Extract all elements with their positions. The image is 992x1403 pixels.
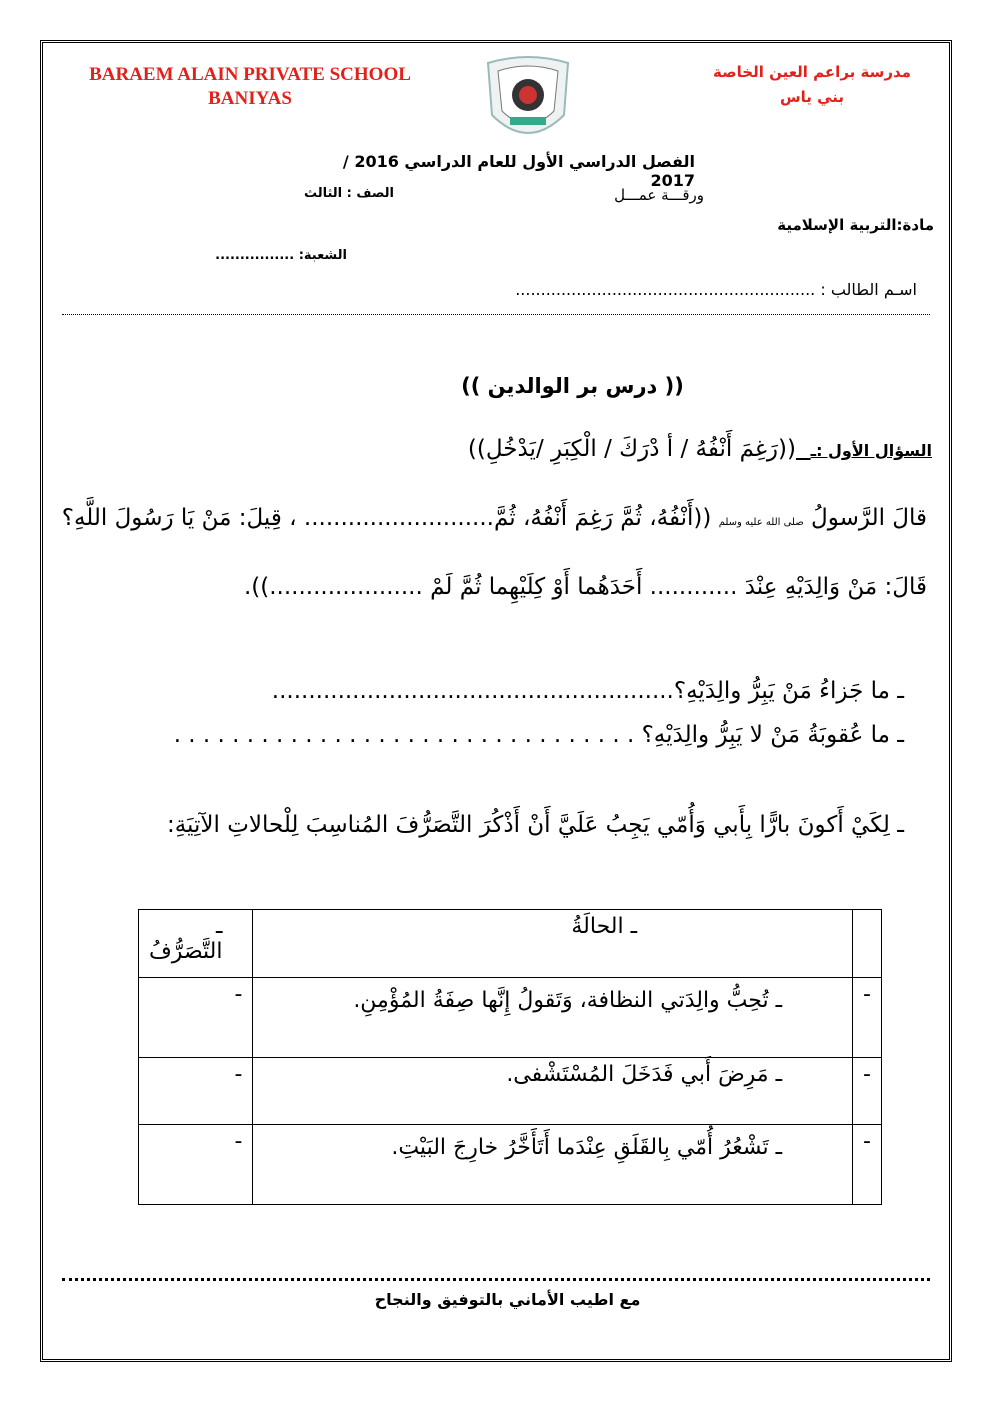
school-name-ar-line: مدرسة براعم العين الخاصة	[713, 63, 911, 81]
footer-wishes: مع اطيب الأماني بالتوفيق والنجاح	[374, 1290, 641, 1309]
hadith-text-1[interactable]: ((أَنْفُهُ، ثُمَّ رَغِمَ أَنْفُهُ، ثُمَّ.......................... ، قِيلَ: مَنْ يَا رَسُولَ اللَّهِ؟	[61, 505, 712, 531]
divider	[62, 314, 930, 315]
student-name-field[interactable]: اسـم الطالب : ...........................................................	[515, 280, 917, 299]
situation-cell: ـ مَرِضَ أَبي فَدَخَلَ المُسْتَشْفى.	[253, 1058, 853, 1125]
pbuh-text: صلى الله عليه وسلم	[718, 517, 804, 528]
footer-divider	[62, 1278, 930, 1281]
question-reward[interactable]: ـ ما جَزاءُ مَنْ يَبِرُّ والِدَيْهِ؟.......................................................	[271, 678, 904, 704]
school-logo	[484, 55, 572, 147]
action-answer-cell[interactable]: -	[139, 1125, 253, 1205]
situation-cell: ـ تَشْعُرُ أُمّي بِالقَلَقِ عِنْدَما أَتَأَخَّرُ خارِجَ البَيْتِ.	[253, 1125, 853, 1205]
word-bank: ((رَغِمَ أَنْفُهُ / أ دْرَكَ / الْكِبَرِ /يَدْخُلِ))	[467, 436, 796, 462]
school-city-en: BANIYAS	[208, 88, 292, 109]
sheet-title: ورقـــة عمـــل	[614, 186, 704, 204]
subject-label: مادة:التربية الإسلامية	[777, 216, 934, 234]
action-answer-cell[interactable]: -	[139, 1058, 253, 1125]
section-field[interactable]: الشعبة: ................	[215, 248, 347, 263]
grade-label: الصف : الثالث	[303, 186, 394, 201]
school-name-en-line: BARAEM ALAIN PRIVATE SCHOOL	[89, 64, 411, 85]
situation-header: ـ الحالَةُ	[253, 910, 853, 978]
situations-table	[138, 909, 882, 1205]
row-mark: -	[853, 1058, 882, 1125]
action-answer-cell[interactable]: -	[139, 978, 253, 1058]
lesson-title: (( درس بر الوالدين ))	[461, 374, 684, 398]
hadith-line-1	[62, 505, 927, 531]
hadith-line-2[interactable]: قَالَ: مَنْ وَالِدَيْهِ عِنْدَ ............ أَحَدَهُما أَوْ كِلَيْهِما ثُمَّ لَمْ .....................)).	[243, 574, 927, 600]
hadith-intro: قالَ الرَّسولُ	[811, 505, 927, 531]
school-name-en	[70, 63, 430, 111]
question-1-label: السؤال الأول :ـ	[810, 441, 932, 460]
table-row	[139, 978, 882, 1058]
table-row	[139, 1125, 882, 1205]
action-header: ـ التَّصَرُّفُ	[139, 910, 253, 978]
question-1-header	[468, 436, 932, 462]
term-title: الفصل الدراسي الأول للعام الدراسي 2016 / 2017	[342, 152, 695, 190]
row-mark: -	[853, 978, 882, 1058]
school-name-ar	[712, 60, 912, 110]
table-row	[139, 1058, 882, 1125]
row-mark: -	[853, 1125, 882, 1205]
question-punishment[interactable]: ـ ما عُقوبَةُ مَنْ لا يَبِرُّ والِدَيْهِ؟ . . . . . . . . . . . . . . . . . . . . . . . . . . . . . . . .	[173, 722, 904, 748]
mark-header-cell	[853, 910, 882, 978]
school-city-ar: بني ياس	[779, 88, 845, 106]
situation-cell: ـ تُحِبُّ والِدَتي النظافة، وَتَقولُ إِنَّها صِفَةُ المُؤْمِنِ.	[253, 978, 853, 1058]
table-header-row	[139, 910, 882, 978]
question-situations: ـ لِكَيْ أَكونَ بارًّا بِأَبي وَأُمّي يَجِبُ عَلَيَّ أَنْ أَذْكُرَ التَّصَرُّفَ المُناسِبَ لِلْحالاتِ الآتِيَةِ:	[166, 812, 904, 838]
